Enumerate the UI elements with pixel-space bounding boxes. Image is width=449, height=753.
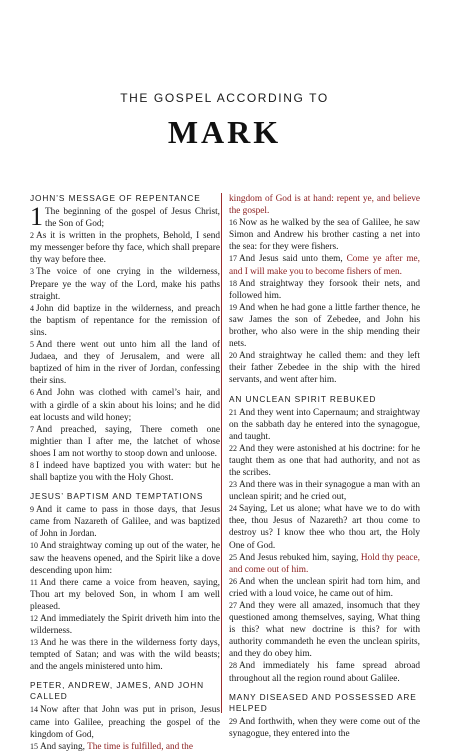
verse-number: 17	[229, 254, 237, 264]
section-heading: AN UNCLEAN SPIRIT REBUKED	[229, 393, 377, 404]
verse	[229, 503, 420, 551]
verse-number: 22	[229, 443, 237, 453]
verse	[30, 704, 220, 740]
verse-text: And straightway he called them: and they left their father Zebedee in the ship with the hired servants, and went after him.	[229, 351, 420, 386]
verse	[30, 339, 220, 387]
verse-number: 2	[30, 231, 34, 241]
verse-text: And when the unclean spirit had torn him, and cried with a loud voice, he came out of him.	[229, 576, 420, 599]
section-heading: MANY DISEASED AND POSSESSED ARE HELPED	[229, 691, 417, 713]
verse	[229, 552, 420, 576]
verse-text: And straightway coming up out of the water, he saw the heavens opened, and the Spirit like a dove descending upon him:	[30, 541, 220, 576]
verse	[30, 424, 220, 460]
verse	[30, 387, 220, 423]
verse-text: The beginning of the gospel of Jesus Christ, the Son of God;	[45, 207, 220, 230]
verse-text: And straightway they forsook their nets, and followed him.	[229, 278, 420, 301]
verse	[30, 230, 220, 266]
verse-number: 4	[30, 303, 34, 313]
verse-number: 27	[229, 601, 237, 610]
verse	[30, 577, 220, 613]
verse-text: And he was there in the wilderness forty days, tempted of Satan; and was with the wild beasts; and the angels ministered unto him.	[30, 638, 220, 673]
verse-text: And they were astonished at his doctrine: for he taught them as one that had authority, and not as the scribes.	[229, 443, 420, 478]
verse	[229, 716, 420, 740]
verse-text: Now as he walked by the sea of Galilee, he saw Simon and Andrew his brother casting a net into the sea: for they were fishers.	[229, 218, 420, 253]
verse-number: 14	[30, 705, 38, 715]
verse	[229, 479, 420, 503]
verse-number: 19	[229, 302, 237, 312]
book-kicker: THE GOSPEL ACCORDING TO	[120, 91, 329, 105]
verse-text: And John was clothed with camel’s hair, and with a girdle of a skin about his loins; and he did eat locusts and wild honey;	[30, 388, 220, 423]
verse-number: 13	[30, 638, 38, 648]
verse	[229, 600, 420, 660]
verse	[30, 202, 220, 231]
words-of-jesus: The time is fulfilled, and the	[87, 741, 193, 752]
verse-number: 9	[30, 505, 34, 515]
verse	[229, 576, 420, 600]
verse-number: 8	[30, 460, 34, 470]
verse-number: 12	[30, 614, 38, 623]
verse-text: And immediately his fame spread abroad throughout all the region round about Galilee.	[229, 661, 420, 684]
verse-text: And immediately the Spirit driveth him into the wilderness.	[30, 614, 220, 637]
verse-text: And there was in their synagogue a man with an unclean spirit; and he cried out,	[229, 480, 420, 503]
verse-number: 23	[229, 480, 237, 490]
column-divider	[221, 193, 222, 713]
verse-text: And when he had gone a little farther thence, he saw James the son of Zebedee, and John his brother, who also were in the ship mending their nets.	[229, 302, 420, 350]
left-text-column	[30, 193, 220, 752]
verse-number: 21	[229, 407, 237, 417]
verse-text: And saying,	[40, 741, 88, 752]
verse-text: The voice of one crying in the wilderness, Prepare ye the way of the Lord, make his paths straight.	[30, 267, 220, 302]
verse	[30, 266, 220, 302]
verse	[30, 460, 220, 484]
verse	[30, 637, 220, 673]
verse	[229, 443, 420, 479]
verse	[229, 217, 420, 253]
verse-text: Saying, Let us alone; what have we to do with thee, thou Jesus of Nazareth? art thou come to destroy us? I know thee who thou art, the Holy One of God.	[229, 504, 420, 551]
verse-text: John did baptize in the wilderness, and preach the baptism of repentance for the remission of sins.	[30, 303, 220, 338]
chapter-number: 1	[30, 202, 43, 231]
verse-number: 26	[229, 576, 237, 586]
verse-text: I indeed have baptized you with water: but he shall baptize you with the Holy Ghost.	[30, 460, 220, 484]
verse-text: And there went out unto him all the land of Judaea, and they of Jerusalem, and were all baptized of him in the river of Jordan, confessing their sins.	[30, 340, 220, 387]
verse	[30, 540, 220, 576]
verse-text: And preached, saying, There cometh one mightier than I after me, the latchet of whose shoes I am not worthy to stoop down and unloose.	[30, 424, 220, 459]
verse-number: 24	[229, 504, 237, 514]
verse-number: 16	[229, 218, 237, 228]
verse	[229, 278, 420, 302]
verse	[229, 350, 420, 386]
verse-number: 20	[229, 351, 237, 361]
words-of-jesus: Come ye after me, and I will make you to become fishers of men.	[229, 254, 420, 277]
verse-text: And they were all amazed, insomuch that they questioned among themselves, saying, What thing is this? what new doctrine is this? for with authority commandeth he even the unclean spirits, and they do obey him.	[229, 601, 420, 660]
verse-number: 5	[30, 340, 34, 350]
words-of-jesus: kingdom of God is at hand: repent ye, and believe the gospel.	[229, 194, 420, 217]
verse	[229, 253, 420, 277]
verse-text: And there came a voice from heaven, saying, Thou art my beloved Son, in whom I am well pleased.	[30, 577, 220, 612]
verse	[229, 302, 420, 350]
verse-text: And it came to pass in those days, that Jesus came from Nazareth of Galilee, and was baptized of John in Jordan.	[30, 505, 220, 540]
verse-number: 6	[30, 388, 34, 398]
verse	[30, 613, 220, 637]
verse-number: 11	[30, 577, 38, 587]
verse-text: And Jesus said unto them,	[239, 254, 347, 265]
verse-number: 15	[30, 741, 38, 751]
verse-number: 25	[229, 552, 237, 562]
section-heading: JOHN’S MESSAGE OF REPENTANCE	[30, 193, 201, 203]
verse-text: And Jesus rebuked him, saying,	[239, 552, 361, 563]
verse-text: And forthwith, when they were come out of the synagogue, they entered into the	[229, 716, 420, 739]
verse-text: As it is written in the prophets, Behold, I send my messenger before thy face, which shall prepare thy way before thee.	[30, 231, 220, 266]
verse	[30, 303, 220, 339]
verse-number: 29	[229, 716, 237, 726]
verse	[229, 660, 420, 684]
verse-number: 18	[229, 278, 237, 288]
verse-number: 3	[30, 267, 34, 277]
section-heading: PETER, ANDREW, JAMES, AND JOHN CALLED	[30, 680, 205, 702]
right-text-column	[229, 193, 420, 739]
verse-number: 28	[229, 661, 237, 671]
section-heading: JESUS’ BAPTISM AND TEMPTATIONS	[30, 491, 204, 502]
verse	[30, 504, 220, 540]
verse-text: And they went into Capernaum; and straightway on the sabbath day he entered into the synagogue, and taught.	[229, 407, 420, 442]
verse-number: 10	[30, 541, 38, 551]
book-title: MARK	[167, 114, 282, 150]
words-of-jesus: Hold thy peace, and come out of him.	[229, 552, 420, 575]
verse	[229, 193, 420, 217]
verse	[229, 407, 420, 443]
verse-number: 7	[30, 424, 34, 434]
verse-text: Now after that John was put in prison, Jesus came into Galilee, preaching the gospel of the kingdom of God,	[30, 705, 220, 740]
verse	[30, 741, 220, 753]
